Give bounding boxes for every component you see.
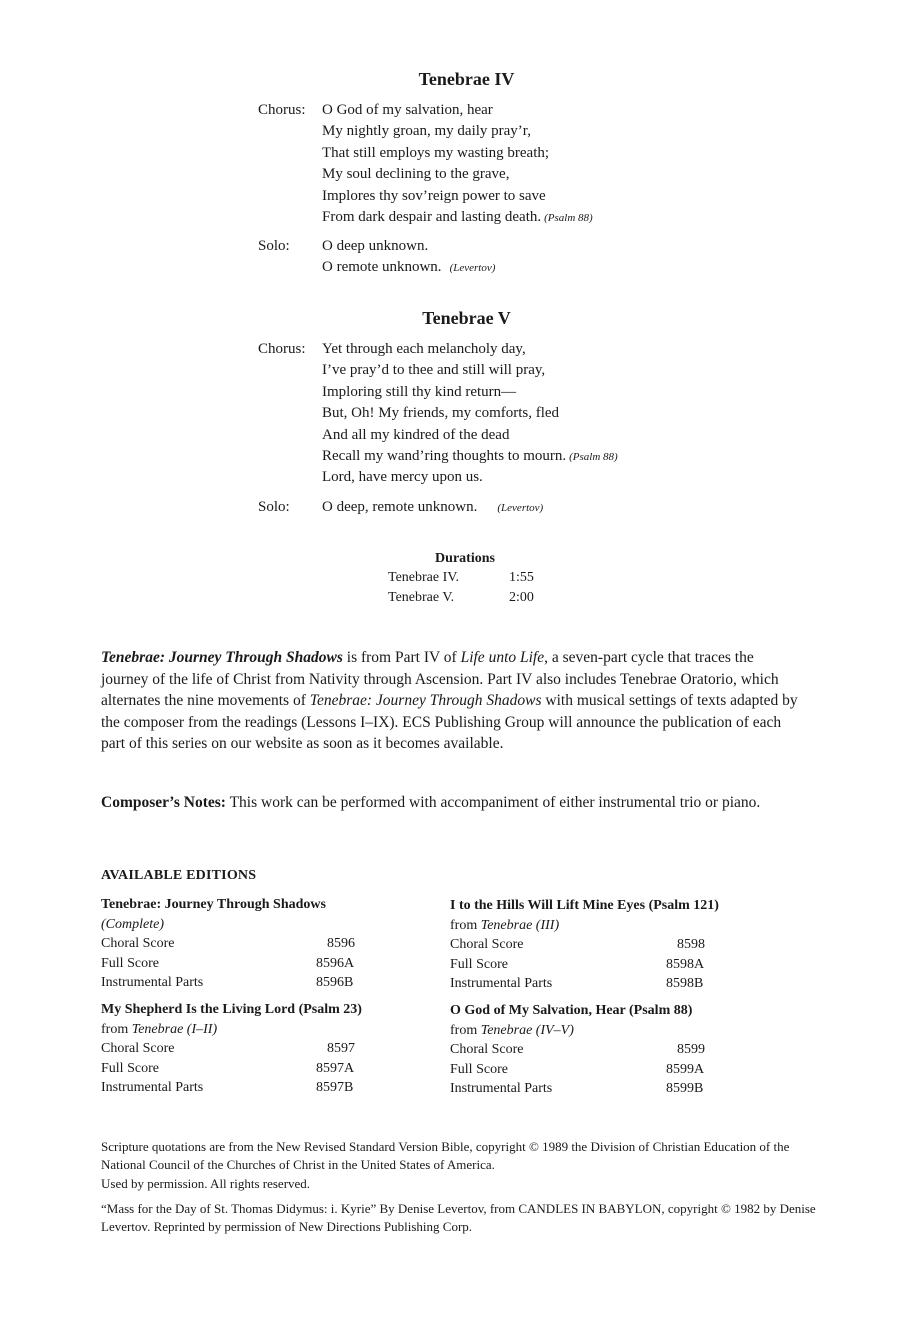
- solo-label: Solo:: [258, 499, 290, 515]
- edition-item-code: 8599: [677, 1042, 705, 1057]
- edition-item-code: 8598A: [666, 956, 705, 972]
- lyric-line: O deep, remote unknown.: [322, 499, 478, 515]
- lyric-line: Lord, have mercy upon us.: [322, 469, 483, 486]
- edition-item: [450, 935, 719, 955]
- edition-item-code: 8597B: [316, 1080, 354, 1095]
- chorus-label: Chorus:: [258, 341, 306, 357]
- chorus-label: Chorus:: [258, 102, 306, 118]
- cycle-title: Life unto Life: [460, 649, 545, 666]
- levertov-credit: “Mass for the Day of St. Thomas Didymus: i. Kyrie” By Denise Levertov, from CANDLES IN BABYLON, copyright © 1982 by Denise Levertov. Reprinted by permission of New Directions Publishing Corp.: [101, 1201, 816, 1235]
- work-title: Tenebrae: Journey Through Shadows: [101, 649, 343, 666]
- lyric-line: I’ve pray’d to thee and still will pray,: [322, 362, 546, 379]
- durations-title: Durations: [435, 551, 495, 566]
- citation-psalm: (Psalm 88): [569, 450, 618, 463]
- edition-item-label: Choral Score: [101, 1041, 175, 1056]
- duration-name: Tenebrae IV.: [388, 570, 460, 585]
- lyric-line: That still employs my wasting breath;: [322, 144, 550, 161]
- description-paragraph: [101, 647, 801, 755]
- edition-title: My Shepherd Is the Living Lord (Psalm 23): [101, 1002, 362, 1017]
- edition-item-code: 8596B: [316, 975, 354, 990]
- edition-item-code: 8596A: [316, 955, 355, 971]
- edition-item: [450, 955, 719, 975]
- lyric-line: My nightly groan, my daily pray’r,: [322, 123, 531, 140]
- lyric-line: My soul declining to the grave,: [322, 166, 510, 183]
- lyric-line: Imploring still thy kind return—: [322, 383, 517, 400]
- lyric-line: O deep unknown.: [322, 238, 429, 254]
- edition-item-label: Choral Score: [450, 937, 524, 952]
- edition-item-code: 8598B: [666, 976, 704, 991]
- edition-item-label: Full Score: [450, 1061, 508, 1077]
- duration-time: 1:55: [509, 570, 534, 585]
- edition-salvation: [450, 1001, 705, 1099]
- edition-item: [101, 1039, 362, 1059]
- edition-item: [101, 973, 354, 993]
- description-text: is from Part IV of: [342, 649, 461, 666]
- lyric-line: But, Oh! My friends, my comforts, fled: [322, 405, 560, 422]
- scripture-credit: [101, 1138, 821, 1193]
- work-title: Tenebrae: Journey Through Shadows: [309, 692, 542, 710]
- edition-title: O God of My Salvation, Hear (Psalm 88): [450, 1003, 693, 1018]
- edition-item-code: 8597: [327, 1041, 355, 1056]
- edition-item: [101, 954, 355, 974]
- citation-levertov: (Levertov): [449, 262, 496, 275]
- edition-subtitle: [450, 916, 719, 936]
- tenebrae-v-title: Tenebrae V: [422, 308, 511, 328]
- edition-subtitle: (Complete): [101, 916, 164, 932]
- edition-hills: [450, 896, 719, 994]
- citation-psalm: (Psalm 88): [544, 211, 593, 224]
- edition-from: from: [101, 1021, 132, 1037]
- edition-complete: [101, 895, 355, 993]
- composer-notes-label: Composer’s Notes:: [101, 794, 226, 811]
- lyric-line: Recall my wand’ring thoughts to mourn.: [322, 447, 567, 464]
- scripture-credit-text: Scripture quotations are from the New Revised Standard Version Bible, copyright © 1989 the Division of Christian Education of the National Council of the Churches of Christ in the United States of America.: [101, 1139, 790, 1173]
- description-text: with musical settings of texts adapted by the composer from the readings (Lessons I–IX). ECS Publishing Group will announce the publication of each part of this series on our website as soon as it becomes available.: [101, 692, 798, 753]
- edition-from-source: Tenebrae (III): [480, 917, 560, 933]
- edition-item: [450, 1060, 705, 1080]
- edition-from-source: Tenebrae (I–II): [131, 1021, 218, 1037]
- lyric-line: From dark despair and lasting death.: [322, 208, 542, 225]
- composer-notes-text: This work can be performed with accompaniment of either instrumental trio or piano.: [225, 794, 761, 811]
- lyric-line: Implores thy sov’reign power to save: [322, 187, 546, 204]
- edition-item: [450, 1079, 704, 1099]
- edition-item-label: Instrumental Parts: [101, 975, 204, 990]
- duration-name: Tenebrae V.: [388, 590, 455, 605]
- edition-title: Tenebrae: Journey Through Shadows: [101, 897, 326, 912]
- edition-item-code: 8598: [677, 937, 705, 952]
- citation-levertov: (Levertov): [497, 502, 544, 514]
- description-text: , a seven-part cycle that traces the journey of the life of Christ from Nativity through Ascension. Part IV also includes Tenebrae Oratorio, which alternates the nine movements of: [101, 649, 779, 710]
- available-editions-heading: AVAILABLE EDITIONS: [101, 868, 257, 883]
- edition-subtitle: [450, 1021, 692, 1041]
- edition-item-label: Instrumental Parts: [450, 1081, 553, 1096]
- lyric-line: Yet through each melancholy day,: [322, 341, 526, 357]
- edition-subtitle: [101, 1020, 362, 1040]
- edition-item-label: Instrumental Parts: [101, 1080, 204, 1095]
- edition-item: [101, 1059, 362, 1079]
- edition-item-label: Full Score: [101, 1060, 159, 1076]
- edition-item-label: Full Score: [450, 956, 508, 972]
- edition-item-label: Choral Score: [101, 936, 175, 951]
- edition-item-label: Full Score: [101, 955, 159, 971]
- edition-from-source: Tenebrae (IV–V): [480, 1022, 574, 1038]
- composer-notes: [101, 792, 801, 814]
- edition-title: I to the Hills Will Lift Mine Eyes (Psalm 121): [450, 898, 719, 913]
- lyric-line: O God of my salvation, hear: [322, 102, 493, 118]
- solo-label: Solo:: [258, 238, 290, 254]
- edition-shepherd: [101, 1000, 362, 1098]
- lyric-line: And all my kindred of the dead: [322, 426, 510, 443]
- edition-item: [450, 974, 719, 994]
- edition-item: [450, 1040, 705, 1060]
- tenebrae-iv-title: Tenebrae IV: [418, 69, 515, 89]
- edition-item: [101, 1078, 362, 1098]
- edition-from: from: [450, 917, 481, 933]
- edition-item-code: 8596: [327, 936, 355, 951]
- edition-item-code: 8599A: [666, 1061, 705, 1077]
- edition-item-label: Choral Score: [450, 1042, 524, 1057]
- edition-from: from: [450, 1022, 481, 1038]
- edition-item: [101, 934, 355, 954]
- lyric-line: O remote unknown.: [322, 259, 442, 276]
- scripture-permission: Used by permission. All rights reserved.: [101, 1175, 311, 1191]
- edition-item-code: 8599B: [666, 1081, 704, 1096]
- duration-time: 2:00: [509, 590, 534, 605]
- edition-item-label: Instrumental Parts: [450, 976, 553, 991]
- edition-item-code: 8597A: [316, 1060, 355, 1076]
